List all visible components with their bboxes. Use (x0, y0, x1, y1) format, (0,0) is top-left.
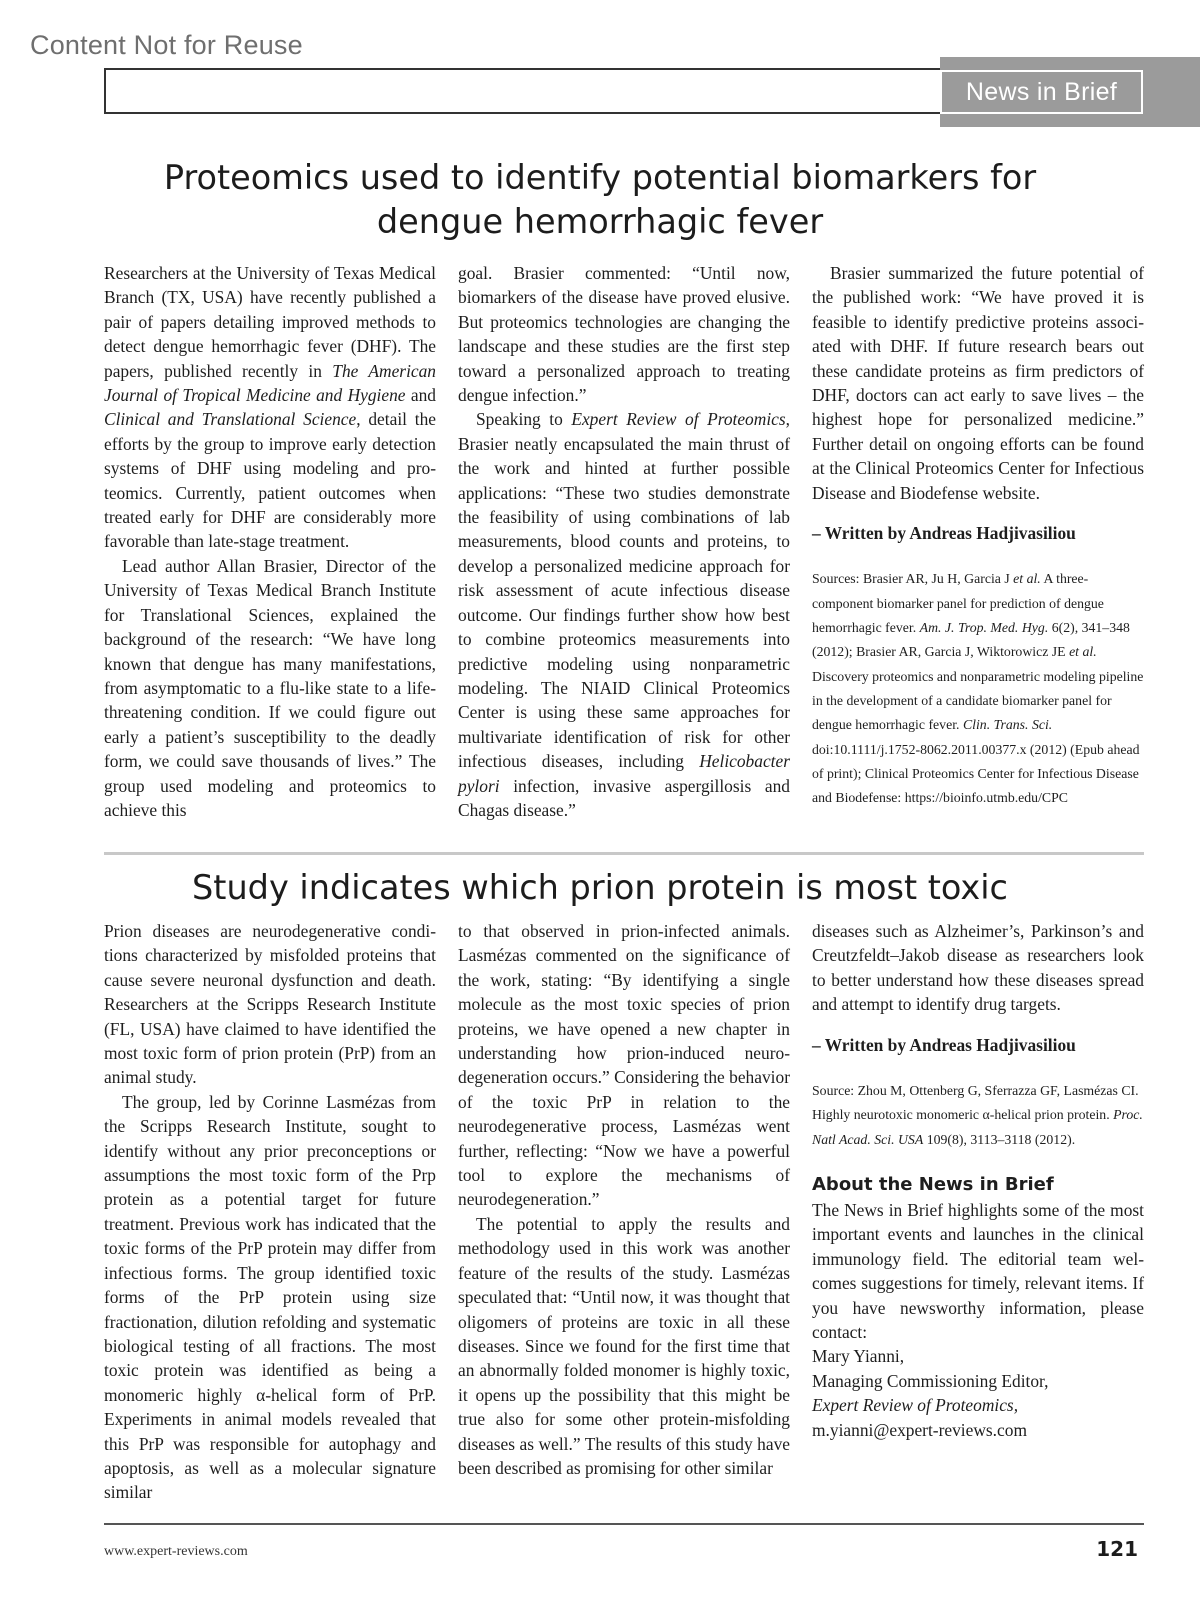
article1-title: Proteomics used to identify potential biomarkers for dengue hemorrhagic fever (163, 158, 1037, 241)
article2-sources: Source: Zhou M, Ottenberg G, Sferrazza GF, Lasmézas CI. Highly neurotoxic monomeric α-helical prion protein. Proc. Natl Acad. Sci. USA 109(8), 3113–3118 (2012). (812, 1083, 1143, 1147)
header-rule-box (104, 68, 942, 114)
article2-paragraph-4: The potential to apply the results and methodology used in this work was another feature of the results of the study. Lasmézas speculated that: “Until now, it was thought that oligomers of proteins are toxic in all these diseases. Since we found for the first time that an abnormally folded monomer is highly toxic, it opens up the possibility that this might be true also for some other protein-misfolding diseases as well.” The results of this study have been described as promising for other similar (458, 1213, 790, 1478)
article1-column-2 (458, 261, 790, 822)
article1-paragraph-4: Speaking to Expert Review of Proteomics, Brasier neatly encapsulated the main thrust of the work and hinted at further possible applications: “These two studies demonstrate the feasibility of using combinations of lab measurements, blood counts and proteins, to develop a personalized medicine approach for risk assessment of acute infectious disease outcome. Our findings further show how best to combine proteomics measurements into predictive modeling using nonparametric modeling. The NIAID Clinical Proteomics Center is using these same approaches for multivariate identification of risk for other infectious diseases, including Helicobacter pylori infection, invasive aspergillosis and Chagas disease.” (458, 409, 790, 820)
species-name: Helicobacter pylori (458, 751, 790, 796)
about-heading: About the News in Brief (812, 1173, 1054, 1195)
article2-paragraph-1: Prion diseases are neurodegenerative conditions characterized by misfolded proteins that cause severe neuronal dysfunction and death. Researchers at the Scripps Research Institute (FL, USA) have claimed to have identified the most toxic form of prion protein (PrP) from an animal study. (104, 921, 436, 1088)
footer-rule (104, 1523, 1144, 1525)
page-number: 121 (1096, 1537, 1138, 1561)
journal-name: Clinical and Translational Science (104, 409, 357, 430)
article1-column-1 (104, 261, 436, 822)
contact-role: Managing Commissioning Editor, (812, 1370, 1049, 1391)
article2-paragraph-3: to that observed in prion-infected animals. Lasmézas commented on the significance of the work, stating: “By identifying a single molecule as the most toxic species of prion proteins, we have opened a new chapter in understanding how prion-induced neurodegeneration occurs.” Considering the behavior of the toxic PrP in relation to the neurodegenerative process, Lasmézas went further, reflecting: “Now we have a powerful tool to explore the mechanisms of neurodegeneration.” (458, 921, 790, 1210)
section-tab-label: News in Brief (940, 70, 1143, 114)
journal-name: Expert Review of Proteomics (571, 409, 786, 430)
watermark: Content Not for Reuse (30, 30, 303, 60)
article1-column-3 (812, 261, 1144, 810)
article1-byline: – Written by Andreas Hadjivasiliou (812, 523, 1076, 544)
article2-byline: – Written by Andreas Hadjivasiliou (812, 1034, 1076, 1055)
article2-paragraph-5: diseases such as Alzheimer’s, Parkinson’s and Creutzfeldt–Jakob disease as researchers look to better understand how these diseases spread and attempt to identify drug targets. (812, 921, 1144, 1015)
journal-name: The American Journal of Tropical Medicine and Hygiene (104, 360, 437, 406)
contact-email: m.yianni@expert-reviews.com (812, 1419, 1027, 1440)
article2-paragraph-2: The group, led by Corinne Lasmézas from the Scripps Research Institute, sought to identify without any prior preconceptions or assumptions the most toxic form of the Prp protein as a potential target for future treatment. Previous work has indicated that the toxic forms of the PrP protein may differ from infectious forms. The group identified toxic forms of the PrP protein using size fractionation, dilution refolding and systematic biological testing of all fractions. The most toxic protein was identified as being a monomeric highly α-helical form of PrP. Experiments in animal models revealed that this PrP was responsible for autophagy and apoptosis, as well as a molecular signature similar (104, 1091, 436, 1503)
article-divider (104, 852, 1144, 855)
article2-column-3 (812, 919, 1144, 1442)
article1-sources: Sources: Brasier AR, Ju H, Garcia J et al. A three-component biomarker panel for prediction of dengue hemorrhagic fever. Am. J. Trop. Med. Hyg. 6(2), 341–348 (2012); Brasier AR, Garcia J, Wiktorowicz JE et al. Discovery proteomics and nonparametric modeling pipeline in the development of a candidate biomarker panel for dengue hemorrhagic fever. Clin. Trans. Sci. doi:10.1111/j.1752-8062.2011.00377.x (2012) (Epub ahead of print); Clinical Proteomics Center for Infectious Disease and Biodefense: https://bioinfo.utmb.edu/CPC (812, 571, 1144, 806)
contact-journal: Expert Review of Proteomics, (812, 1395, 1019, 1416)
about-body: The News in Brief highlights some of the most important events and launches in the clinical immunology field. The editorial team welcomes suggestions for timely, relevant items. If you have newsworthy information, please contact: (812, 1199, 1144, 1342)
article2-column-1 (104, 919, 436, 1505)
article1-paragraph-5: Brasier summarized the future potential of the published work: “We have proved it is feasible to identify predictive proteins associated with DHF. If future research bears out these candidate proteins as firm predictors of DHF, doctors can act early to save lives – the highest hope for personalized medicine.” Further detail on ongoing efforts can be found at the Clinical Proteomics Center for Infectious Disease and Biodefense website. (812, 263, 1144, 503)
article1-paragraph-1: Researchers at the University of Texas Medical Branch (TX, USA) have recently published a pair of papers detailing improved methods to detect dengue hemorrhagic fever (DHF). The papers, published recently in The American Journal of Tropical Medicine and Hygiene and Clinical and Translational Science, detail the efforts by the group to improve early detection systems of DHF using modeling and proteomics. Currently, patient outcomes when treated early for DHF are considerably more favorable than late-stage treatment. (104, 263, 437, 552)
contact-name: Mary Yianni, (812, 1346, 905, 1367)
article2-title: Study indicates which prion protein is most toxic (192, 868, 1008, 907)
footer-url: www.expert-reviews.com (104, 1544, 248, 1559)
article1-paragraph-3: goal. Brasier commented: “Until now, biomarkers of the disease have proved elusive. But proteomics technologies are changing the landscape and these studies are the first step toward a personalized approach to treating dengue infection.” (458, 263, 790, 406)
article2-column-2 (458, 919, 790, 1480)
article1-paragraph-2: Lead author Allan Brasier, Director of the University of Texas Medical Branch Institute for Translational Sciences, explained the background of the research: “We have long known that dengue has many manifestations, from asymptomatic to a flu-like state to a life-threatening condition. If we could figure out early a patient’s susceptibility to the deadly form, we could save thousands of lives.” The group used modeling and proteomics to achieve this (104, 555, 436, 820)
